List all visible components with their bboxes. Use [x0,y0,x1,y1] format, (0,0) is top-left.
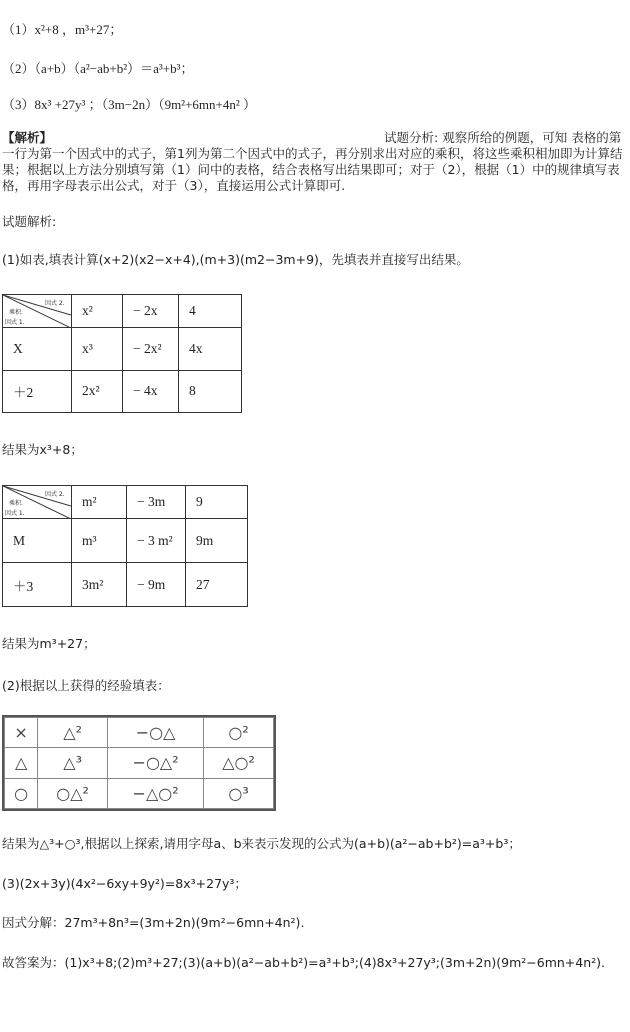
table-cell: − 4x [123,370,179,412]
analysis-paragraph [2,130,624,194]
table-cell: − 3 m² [127,519,186,563]
symbol-cell: −○△² [108,748,204,778]
analysis-text-first: 试题分析: 观察所给的例题，可知 [384,130,568,145]
diag-label-factor2: 因式 2. [45,491,65,498]
table-cell: X [3,328,72,370]
symbol-table [2,715,276,811]
symbol-cell: −△○² [108,778,204,808]
part2-intro: (2)根据以上获得的经验填表： [2,678,170,693]
symbol-cell: ○△² [38,778,108,808]
table-cell: 8 [179,370,242,412]
table-cell: x² [72,295,123,328]
diag-label-product: 乘积. [9,309,23,316]
fill-table-2 [2,485,248,607]
symbol-cell: ○ [5,778,38,808]
final-answer: 故答案为：(1)x³+8;(2)m³+27;(3)(a+b)(a²−ab+b²)=a³+b³;(4)8x³+27y³;(3m+2n)(9m²−6mn+4n²). [2,955,606,970]
table-cell: − 9m [127,563,186,607]
table-cell: 9 [186,486,248,519]
answer-2: （2）（a+b）（a²−ab+b²）＝a³+b³； [2,61,194,76]
diag-label-factor2: 因式 2. [45,300,65,307]
part1-intro: (1)如表,填表计算(x+2)(x2−x+4),(m+3)(m2−3m+9)，先填表并直接写出结果。 [2,252,469,267]
table-cell: ＋2 [3,370,72,412]
symbol-cell: △ [5,748,38,778]
table-cell: m² [72,486,127,519]
diagonal-header-cell [3,295,72,328]
diag-label-factor1: 因式 1. [5,510,25,517]
part3-line: (3)(2x+3y)(4x²−6xy+9y²)=8x³+27y³； [2,876,247,891]
result-3: 结果为△³+○³,根据以上探索,请用字母a、b来表示发现的公式为(a+b)(a²−ab+b²)=a³+b³； [2,836,521,851]
result-2: 结果为m³+27； [2,636,96,651]
solution-title: 试题解析: [2,214,57,229]
diagonal-header-cell [3,486,72,519]
table-cell: 9m [186,519,248,563]
table-cell: − 2x [123,295,179,328]
table-cell: M [3,519,72,563]
symbol-cell: △○² [204,748,274,778]
analysis-text-rest: 表格的第一行为第一个因式中的式子，第1列为第二个因式中的式子，再分别求出对应的乘积，将这些乘积相加即为计算结果；根据以上方法分别填写第（1）问中的表格，结合表格写出结果即可；对于（2），根据（1）中的规律填写表格，再用字母表示出公式，对于（3），直接运用公式计算即可. [2,130,623,193]
answer-1: （1）x²+8 ，m³+27； [2,22,123,37]
result-1: 结果为x³+8； [2,442,83,457]
diag-label-factor1: 因式 1. [5,319,25,326]
table-cell: − 2x² [123,328,179,370]
table-cell: x³ [72,328,123,370]
symbol-cell: ○² [204,718,274,748]
symbol-cell: △³ [38,748,108,778]
table-cell: 27 [186,563,248,607]
fill-table-1 [2,294,242,413]
factor-line: 因式分解：27m³+8n³=(3m+2n)(9m²−6mn+4n²). [2,915,305,930]
diag-label-product: 乘积. [9,500,23,507]
table-cell: 2x² [72,370,123,412]
answer-3: （3）8x³ +27y³ ；（3m−2n）（9m²+6mn+4n² ） [2,97,257,112]
table-cell: − 3m [127,486,186,519]
table-cell: 4 [179,295,242,328]
analysis-header: 【解析】 [2,130,53,145]
table-cell: 4x [179,328,242,370]
table-cell: ＋3 [3,563,72,607]
symbol-cell: △² [38,718,108,748]
table-cell: 3m² [72,563,127,607]
symbol-cell: ○³ [204,778,274,808]
table-cell: m³ [72,519,127,563]
symbol-cell: × [5,718,38,748]
symbol-cell: −○△ [108,718,204,748]
